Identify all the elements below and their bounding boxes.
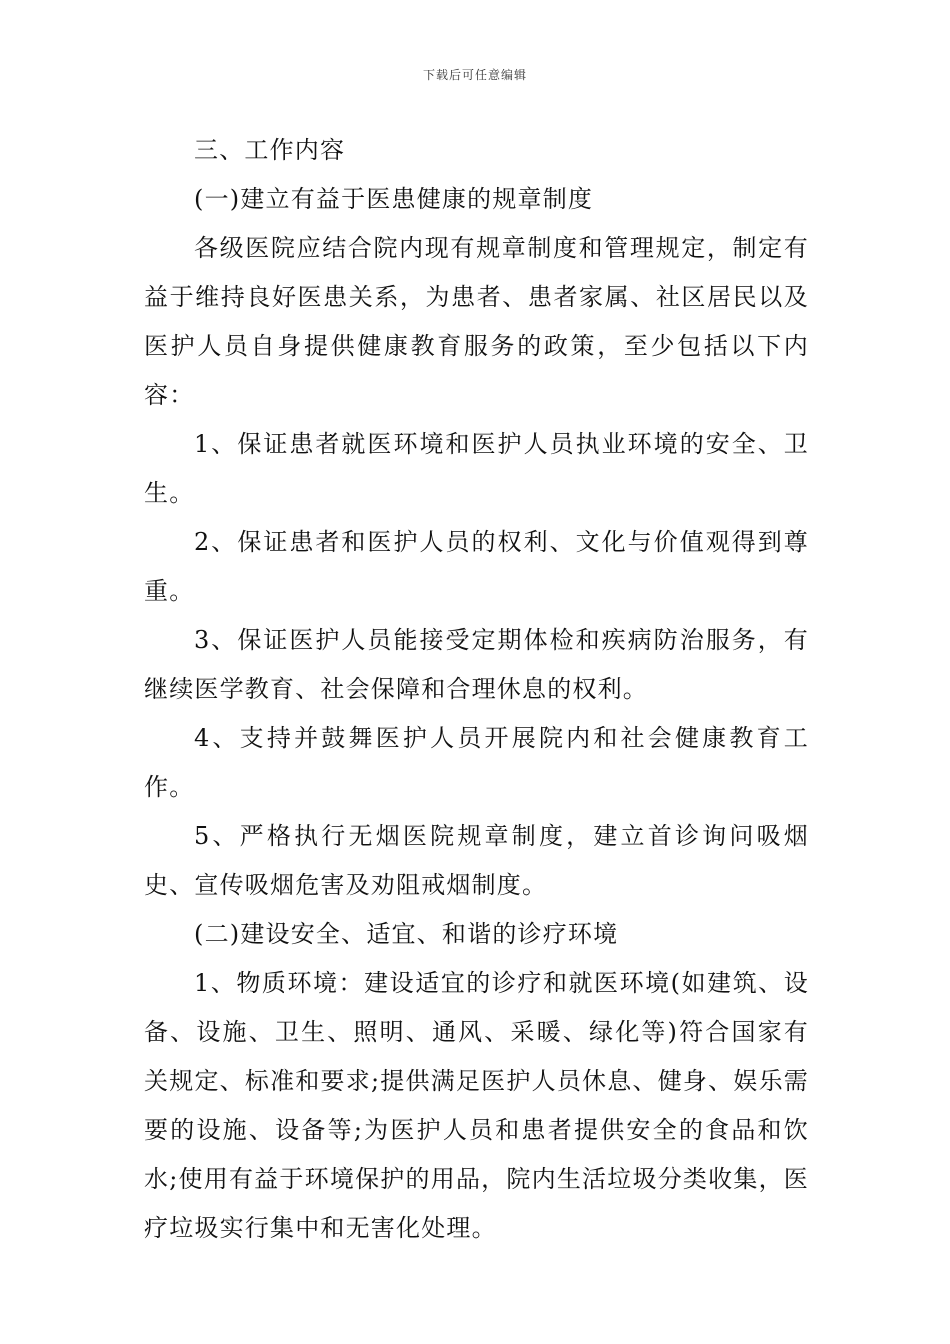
list-item-5: 5、严格执行无烟医院规章制度，建立首诊询问吸烟史、宣传吸烟危害及劝阻戒烟制度。 [144, 822, 809, 899]
list-item-4: 4、支持并鼓舞医护人员开展院内和社会健康教育工作。 [144, 724, 809, 801]
subsection-heading-2: (二)建设安全、适宜、和谐的诊疗环境 [194, 920, 619, 948]
list-item-3: 3、保证医护人员能接受定期体检和疾病防治服务，有继续医学教育、社会保障和合理休息的权利。 [144, 626, 809, 703]
list-item-2: 2、保证患者和医护人员的权利、文化与价值观得到尊重。 [144, 528, 809, 605]
page-header-note: 下载后可任意编辑 [422, 68, 527, 82]
subsection-heading-1: (一)建立有益于医患健康的规章制度 [194, 185, 594, 213]
document-body [144, 126, 809, 1253]
intro-paragraph: 各级医院应结合院内现有规章制度和管理规定，制定有益于维持良好医患关系，为患者、患者家属、社区居民以及医护人员自身提供健康教育服务的政策，至少包括以下内容： [144, 234, 809, 409]
list-item-1: 1、保证患者就医环境和医护人员执业环境的安全、卫生。 [144, 430, 809, 507]
section-heading: 三、工作内容 [194, 136, 346, 164]
physical-environment-paragraph: 1、物质环境：建设适宜的诊疗和就医环境(如建筑、设备、设施、卫生、照明、通风、采暖、绿化等)符合国家有关规定、标准和要求;提供满足医护人员休息、健身、娱乐需要的设施、设备等;为医护人员和患者提供安全的食品和饮水;使用有益于环境保护的用品，院内生活垃圾分类收集，医疗垃圾实行集中和无害化处理。 [144, 969, 809, 1242]
